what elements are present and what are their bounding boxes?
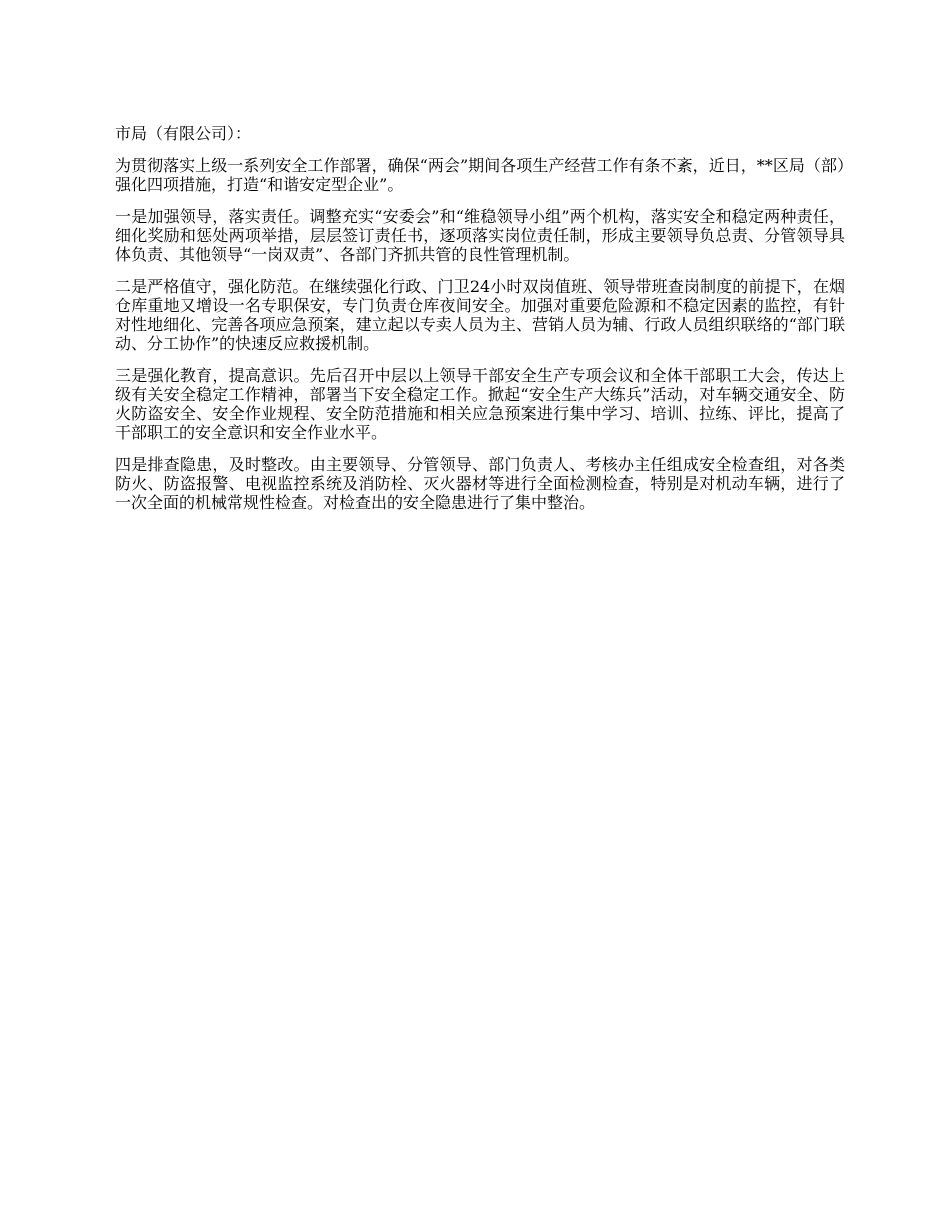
salutation: 市局（有限公司）： (115, 124, 252, 143)
measure-4-paragraph: 四是排查隐患，及时整改。由主要领导、分管领导、部门负责人、考核办主任组成安全检查组，对各类防火、防盗报警、电视监控系统及消防栓、灭火器材等进行全面检测检查，特别是对机动车辆，进行了一次全面的机械常规性检查。对检查出的安全隐患进行了集中整治。 (115, 455, 845, 512)
measure-2-paragraph: 二是严格值守，强化防范。在继续强化行政、门卫24小时双岗值班、领导带班查岗制度的前提下，在烟仓库重地又增设一名专职保安，专门负责仓库夜间安全。加强对重要危险源和不稳定因素的监控，有针对性地细化、完善各项应急预案，建立起以专卖人员为主、营销人员为辅、行政人员组织联络的“部门联动、分工协作”的快速反应救援机制。 (115, 277, 845, 353)
intro-paragraph: 为贯彻落实上级一系列安全工作部署，确保“两会”期间各项生产经营工作有条不紊，近日，**区局（部）强化四项措施，打造“和谐安定型企业”。 (115, 156, 845, 194)
measure-1-paragraph: 一是加强领导，落实责任。调整充实“安委会”和“维稳领导小组”两个机构，落实安全和稳定两种责任，细化奖励和惩处两项举措，层层签订责任书，逐项落实岗位责任制，形成主要领导负总责、分管领导具体负责、其他领导“一岗双责”、各部门齐抓共管的良性管理机制。 (115, 207, 845, 264)
measure-3-paragraph: 三是强化教育，提高意识。先后召开中层以上领导干部安全生产专项会议和全体干部职工大会，传达上级有关安全稳定工作精神，部署当下安全稳定工作。掀起“安全生产大练兵”活动，对车辆交通安全、防火防盗安全、安全作业规程、安全防范措施和相关应急预案进行集中学习、培训、拉练、评比，提高了干部职工的安全意识和安全作业水平。 (115, 366, 845, 442)
document-page (115, 124, 845, 525)
